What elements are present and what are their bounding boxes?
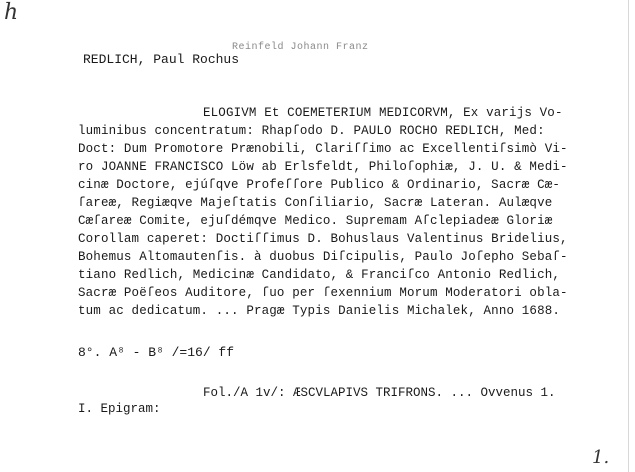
body-line: ſareæ, Regiæqve Majeſtatis Conſiliario, Sacræ Lateran. Aulæqve bbox=[78, 196, 553, 210]
card-heading: REDLICH, Paul Rochus bbox=[83, 52, 240, 67]
body-line: cinæ Doctore, ejúſqve Profeſſore Publico & Ordinario, Sacræ Cæ- bbox=[78, 178, 561, 192]
body-line: Cæſareæ Comite, ejuſdémqve Medico. Supremam Aſclepiadeæ Gloriæ bbox=[78, 214, 553, 228]
body-line: tiano Redlich, Medicinæ Candidato, & Franciſco Antonio Redlich, bbox=[78, 268, 561, 282]
body-line: luminibus concentratum: Rhapſodo D. PAULO ROCHO REDLICH, Med: bbox=[78, 124, 545, 138]
epigram-line: I. Epigram: bbox=[78, 402, 161, 416]
card-edge bbox=[628, 0, 629, 472]
body-line: Bohemus Altomautenſis. à duobus Diſcipulis, Paulo Joſepho Sebaſ- bbox=[78, 250, 568, 264]
body-line: Corollam caperet: Doctiſſimus D. Bohuslaus Valentinus Bridelius, bbox=[78, 232, 568, 246]
corner-mark: h bbox=[4, 0, 19, 25]
page-number: 1. bbox=[592, 447, 610, 468]
body-line: ro JOANNE FRANCISCO Löw ab Erlsfeldt, Philoſophiæ, J. U. & Medi- bbox=[78, 160, 568, 174]
struck-annotation: Reinfeld Johann Franz bbox=[232, 42, 369, 53]
body-line: ELOGIVM Et COEMETERIUM MEDICORVM, Ex varijs Vo- bbox=[203, 106, 563, 120]
collation-line: 8°. A⁸ - B⁸ /=16/ ff bbox=[78, 345, 235, 360]
folio-line: Fol./A 1v/: ÆSCVLAPIVS TRIFRONS. ... Ovvenus 1. bbox=[203, 386, 556, 400]
body-line: Doct: Dum Promotore Prænobili, Clariſſimo ac Excellentiſsimò Vi- bbox=[78, 142, 568, 156]
body-line: Sacræ Poëſeos Auditore, ſuo per ſexennium Morum Moderatori obla- bbox=[78, 286, 568, 300]
body-line: tum ac dedicatum. ... Pragæ Typis Danielis Michalek, Anno 1688. bbox=[78, 304, 561, 318]
